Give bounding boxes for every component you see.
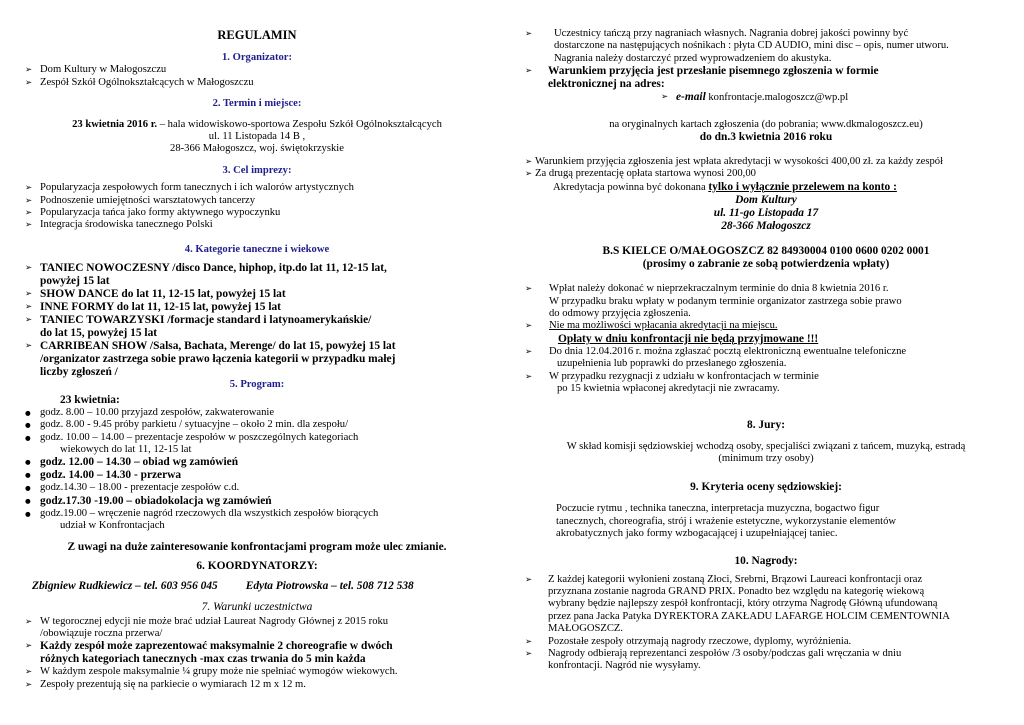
paragraph-line: Poczucie rytmu , technika taneczna, interpretacja muzyczna, bogactwo figur <box>556 503 880 515</box>
category-line: do lat 15, powyżej 15 lat <box>40 327 158 340</box>
section-heading-awards: 10. Nagrody: <box>734 554 798 567</box>
payment-method <box>522 181 1010 194</box>
organizer-item: ➢ Zespół Szkół Ogólnokształcących w Małogoszczu <box>22 77 492 89</box>
recipient-name: Dom Kultury <box>735 194 797 207</box>
paragraph-line: Nagrania należy dostarczyć przed wyprowadzeniem do akustyka. <box>554 52 832 64</box>
program-item: ● godz.17.30 -19.00 – obiadokolacja wg zamówień <box>22 495 492 508</box>
recordings-paragraph <box>522 28 1010 65</box>
condition-line: /obowiązuje rocznа przerwa/ <box>40 627 163 639</box>
venue-street: ul. 11 Listopada 14 B , <box>208 131 306 143</box>
program-item: ● godz. 14.00 – 14.30 - przerwa <box>22 469 492 482</box>
category-item: ➢ INNE FORMY do lat 11, 12-15 lat, powyżej 15 lat <box>22 301 492 314</box>
paragraph-line: dostarczone na następujących nośnikach : płyta CD AUDIO, mini disc – opis, numer utworu. <box>554 40 949 52</box>
organizer-item: ➢ Dom Kultury w Małogoszczu <box>22 64 492 76</box>
condition-item: ➢ Zespoły prezentują się na parkiecie o wymiarach 12 m x 12 m. <box>22 679 492 691</box>
program-line: ● godz.19.00 – wręczenie nagród rzeczowych dla wszystkich zespołów biorących <box>40 507 379 519</box>
email-label: e-mail <box>676 91 706 104</box>
document-title: REGULAMIN <box>217 28 297 42</box>
paragraph-line: ➢ Z każdej kategorii wyłonieni zostaną Złoci, Srebrni, Brązowi Laureaci konfrontacji oraz <box>548 573 923 585</box>
paragraph-line: tanecznych, choreografia, strój i wrażenie estetyczne, wykorzystanie elementów <box>556 515 897 527</box>
application-condition <box>522 65 1010 91</box>
recipient-city: 28-366 Małogoszcz <box>721 220 811 233</box>
paragraph-line: ➢ Uczestnicy tańczą przy nagraniach własnych. Nagrania dobrej jakości powinny być <box>554 28 909 39</box>
paragraph-line: uzupełnienia lub poprawki do przesłanego zgłoszenia. <box>557 358 787 370</box>
coordinators-line <box>22 579 492 593</box>
payment-method-emphasis: tylko i wyłącznie przelewem na konto : <box>708 180 897 193</box>
category-line: /organizator zastrzega sobie prawo łączenia kategorii w przypadku małej <box>40 353 396 366</box>
condition-line: różnych kategoriach tanecznych -max czas trwania do 5 min każda <box>40 653 366 666</box>
criteria-text <box>522 503 1010 540</box>
condition-item <box>22 640 492 666</box>
section-heading-program: 5. Program: <box>229 379 285 391</box>
coordinator-2: Edyta Piotrowska – tel. 508 712 538 <box>245 579 414 592</box>
recipient-street: ul. 11-go Listopada 17 <box>713 207 819 220</box>
program-line: udział w Konfrontacjach <box>60 520 165 532</box>
second-fee: ➢ Za drugą prezentację opłata startowa wynosi 200,00 <box>522 168 1010 180</box>
bank-note: (prosimy o zabranie ze sobą potwierdzenia wpłaty) <box>642 258 890 271</box>
section-heading-categories: 4. Kategorie taneczne i wiekowe <box>184 243 330 255</box>
event-venue: – hala widowiskowo-sportowa Zespołu Szkół Ogólnokształcących <box>157 118 442 130</box>
award-item: ➢ Pozostałe zespoły otrzymają nagrody rzeczowe, dyplomy, wyróżnienia. <box>522 636 1010 648</box>
condition-item <box>22 616 492 641</box>
venue-city: 28-366 Małogoszcz, woj. świętokrzyskie <box>170 143 344 155</box>
paragraph-line: ➢ Warunkiem przyjęcia jest przesłanie pisemnego zgłoszenia w formie <box>548 65 879 78</box>
condition-line: ➢ Każdy zespół może zaprezentować maksymalnie 2 choreografie w dwóch <box>40 640 393 653</box>
section-heading-goals: 3. Cel imprezy: <box>222 164 292 176</box>
goal-item: ➢ Podnoszenie umiejętności warsztatowych tancerzy <box>22 195 492 207</box>
no-onsite-payment-emphasis: Opłaty w dniu konfrontacji nie będą przyjmowane !!! <box>558 332 819 345</box>
condition-item: ➢ W każdym zespole maksymalnie ¼ grupy może nie spełniać wymogów wiekowych. <box>22 666 492 678</box>
section-heading-organizer: 1. Organizator: <box>221 52 293 63</box>
section-heading-coordinators: 6. KOORDYNATORZY: <box>196 559 318 572</box>
award-item <box>522 574 1010 636</box>
event-date-line <box>22 119 492 131</box>
paragraph-line: przez pana Jacka Patyka DYREKTORA ZAKŁADU LAFARGE HOLCIM CEMENTOWNIA <box>548 610 950 622</box>
email-address[interactable]: konfrontacje.malogoszcz@wp.pl <box>705 92 849 104</box>
program-date: 23 kwietnia: <box>60 393 120 406</box>
category-line: ➢ TANIEC TOWARZYSKI /formacje standard i latynoamerykańskie/ <box>40 314 372 327</box>
jury-text-line: (minimum trzy osoby) <box>718 452 814 464</box>
paragraph-line: ➢ Wpłat należy dokonać w nieprzekraczalnym terminie do dnia 8 kwietnia 2016 r. <box>549 283 889 295</box>
fee-condition: ➢ Warunkiem przyjęcia zgłoszenia jest wpłata akredytacji w wysokości 400,00 zł. za każdy zespół <box>522 156 1010 168</box>
section-heading-criteria: 9. Kryteria oceny sędziowskiej: <box>690 481 842 494</box>
category-line: powyżej 15 lat <box>40 275 110 288</box>
section-heading-jury: 8. Jury: <box>747 418 785 431</box>
paragraph-line: przyznana zostanie nagroda GRAND PRIX. Ponadto bez względu na kategorię wiekową <box>548 585 925 597</box>
program-item: ● godz. 12.00 – 14.30 – obiad wg zamówień <box>22 456 492 469</box>
paragraph-line: ➢ W przypadku rezygnacji z udziału w konfrontacjach w terminie <box>549 370 819 382</box>
jury-text-line: W skład komisji sędziowskiej wchodzą osoby, specjaliści związani z tańcem, muzyką, estradą <box>566 440 966 452</box>
paragraph-line: wybrany będzie najlepszy zespół konfrontacji, który otrzyma Nagrodę Główną ufundowaną <box>548 598 938 610</box>
bank-account: B.S KIELCE O/MAŁOGOSZCZ 82 84930004 0100 0600 0202 0001 <box>602 245 930 258</box>
no-onsite-payment: ➢ Nie ma możliwości wpłacania akredytacji na miejscu. <box>522 320 1010 332</box>
event-date: 23 kwietnia 2016 r. <box>72 118 158 130</box>
paragraph-line: MAŁOGOSZCZ. <box>548 623 624 635</box>
payment-text: Akredytacja powinna być dokonana <box>553 181 709 193</box>
paragraph-line: W przypadku braku wpłaty w podanym terminie organizator zastrzega sobie prawo <box>549 295 902 307</box>
email-line <box>658 91 1010 104</box>
section-heading-conditions: 7. Warunki uczestnictwa <box>201 600 313 613</box>
left-column <box>22 0 492 691</box>
resignation-policy <box>522 371 1010 396</box>
program-line: wiekowych do lat 11, 12-15 lat <box>60 443 192 455</box>
paragraph-line: konfrontacji. Nagród nie wysyłamy. <box>548 660 701 672</box>
goal-item: ➢ Popularyzacja zespołowych form tanecznych i ich walorów artystycznych <box>22 182 492 194</box>
program-list <box>22 407 492 533</box>
paragraph-line: ➢ Nagrody odbierają reprezentanci zespołów /3 osoby/podczas gali wręczania w dniu <box>548 647 902 659</box>
paragraph-line: do odmowy przyjęcia zgłoszenia. <box>549 308 691 320</box>
program-line: ● godz. 10.00 – 14.00 – prezentacje zespołów w poszczególnych kategoriach <box>40 431 359 443</box>
category-item <box>22 262 492 288</box>
goal-item: ➢ Popularyzacja tańca jako formy aktywnego wypoczynku <box>22 207 492 219</box>
right-column <box>522 0 1010 673</box>
category-line: liczby zgłoszeń / <box>40 366 118 379</box>
category-item <box>22 340 492 379</box>
goal-item: ➢ Integracja środowiska tanecznego Polski <box>22 219 492 231</box>
application-form-note: na oryginalnych kartach zgłoszenia (do pobrania; www.dkmalogoszcz.eu) <box>609 118 923 130</box>
application-deadline: do dn.3 kwietnia 2016 roku <box>699 131 833 144</box>
program-item <box>22 432 492 457</box>
changes-deadline <box>522 346 1010 371</box>
paragraph-line: elektronicznej na adres: <box>548 78 665 91</box>
paragraph-line: po 15 kwietnia wpłaconej akredytacji nie zwracamy. <box>557 383 780 395</box>
program-item: ● godz.14.30 – 18.00 - prezentacje zespołów c.d. <box>22 482 492 494</box>
condition-line: ➢ W tegorocznej edycji nie może brać udział Laureat Nagrody Głównej z 2015 roku <box>40 615 389 627</box>
category-line: ➢ TANIEC NOWOCZESNY /disco Dance, hiphop, itp.do lat 11, 12-15 lat, <box>40 262 387 275</box>
category-line: ➢ CARRIBEAN SHOW /Salsa, Bachata, Merenge/ do lat 15, powyżej 15 lat <box>40 340 396 353</box>
coordinator-1: Zbigniew Rudkiewicz – tel. 603 956 045 <box>32 579 218 592</box>
program-item: ● godz. 8.00 - 9.45 próby parkietu / sytuacyjne – około 2 min. dla zespołu/ <box>22 419 492 431</box>
paragraph-line: akrobatycznych jako formy wzbogacającej i uzupełniającej taniec. <box>556 528 838 540</box>
program-item: ● godz. 8.00 – 10.00 przyjazd zespołów, zakwaterowanie <box>22 407 492 419</box>
payment-deadline <box>522 283 1010 320</box>
category-item: ➢ SHOW DANCE do lat 11, 12-15 lat, powyżej 15 lat <box>22 288 492 301</box>
program-note: Z uwagi na duże zainteresowanie konfrontacjami program może ulec zmianie. <box>67 540 447 553</box>
program-item <box>22 508 492 533</box>
category-item <box>22 314 492 340</box>
paragraph-line: ➢ Do dnia 12.04.2016 r. można zgłaszać pocztą elektroniczną ewentualne telefoniczne <box>549 345 907 357</box>
award-item <box>522 648 1010 673</box>
section-heading-date-place: 2. Termin i miejsce: <box>212 98 302 110</box>
